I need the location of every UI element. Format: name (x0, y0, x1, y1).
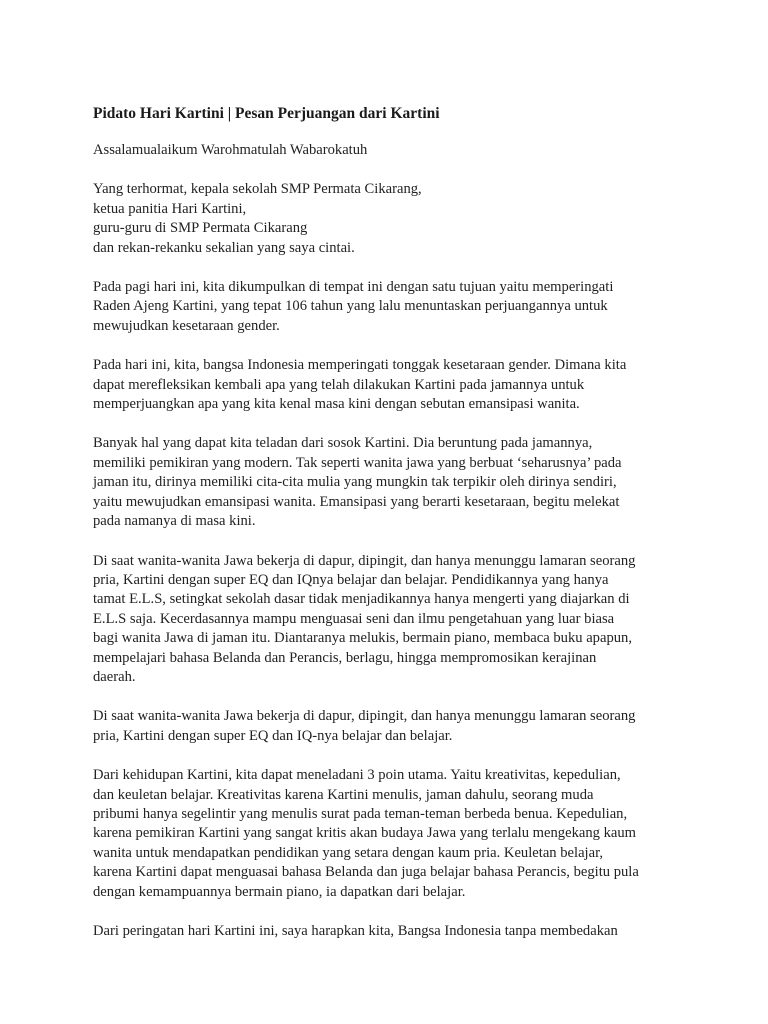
text-line: Raden Ajeng Kartini, yang tepat 106 tahun yang lalu menuntaskan perjuangannya untuk (93, 298, 608, 315)
text-line: Assalamualaikum Warohmatulah Wabarokatuh (93, 142, 368, 158)
text-line: pada namanya di masa kini. (93, 513, 256, 530)
document-body (93, 104, 693, 961)
paragraph-body (93, 434, 693, 531)
text-line: Di saat wanita-wanita Jawa bekerja di dapur, dipingit, dan hanya menunggu lamaran seorang (93, 552, 636, 569)
text-line: memiliki pemikiran yang modern. Tak seperti wanita jawa yang berbuat ‘seharusnya’ pada (93, 454, 622, 471)
text-line: jaman itu, dirinya memiliki cita-cita mulia yang mungkin tak terpikir oleh dirinya sendiri, (93, 474, 617, 491)
paragraph-body (93, 552, 693, 688)
text-line: dapat merefleksikan kembali apa yang telah dilakukan Kartini pada jamannya untuk (93, 376, 585, 393)
text-line: Di saat wanita-wanita Jawa bekerja di dapur, dipingit, dan hanya menunggu lamaran seorang (93, 708, 636, 725)
text-line: pria, Kartini dengan super EQ dan IQnya belajar dan belajar. Pendidikannya yang hanya (93, 571, 609, 588)
text-line: pribumi hanya segelintir yang menulis surat pada teman-teman berbeda benua. Kepedulian, (93, 805, 628, 822)
paragraph-body (93, 707, 693, 746)
text-line: dan rekan-rekanku sekalian yang saya cintai. (93, 239, 355, 256)
text-line: yaitu mewujudkan emansipasi wanita. Emansipasi yang berarti kesetaraan, begitu melekat (93, 493, 620, 510)
text-line: karena pemikiran Kartini yang sangat kritis akan budaya Jawa yang terlalu mengekang kaum (93, 825, 637, 842)
text-line: mewujudkan kesetaraan gender. (93, 317, 280, 334)
text-line: mempelajari bahasa Belanda dan Perancis, berlagu, hingga mempromosikan kerajinan (93, 649, 597, 666)
text-line: tamat E.L.S, setingkat sekolah dasar tidak menjadikannya hanya mengerti yang diajarkan di (93, 591, 630, 608)
paragraph-salutation (93, 180, 693, 258)
text-line: dengan kemampuannya bermain piano, ia dapatkan dari belajar. (93, 883, 466, 900)
text-line: bagi wanita Jawa di jaman itu. Diantaranya melukis, bermain piano, membaca buku apapun, (93, 630, 632, 647)
text-line: ketua panitia Hari Kartini, (93, 200, 247, 217)
text-line: dan keuletan belajar. Kreativitas karena Kartini menulis, jaman dahulu, seorang muda (93, 786, 594, 803)
paragraph-body (93, 766, 693, 902)
document-title: Pidato Hari Kartini | Pesan Perjuangan dari Kartini (93, 105, 440, 122)
paragraph-greeting (93, 141, 693, 160)
text-line: Pada hari ini, kita, bangsa Indonesia memperingati tonggak kesetaraan gender. Dimana kita (93, 357, 627, 374)
text-line: wanita untuk mendapatkan pendidikan yang setara dengan kaum pria. Keuletan belajar, (93, 844, 604, 861)
text-line: E.L.S saja. Kecerdasannya mampu menguasai seni dan ilmu pengetahuan yang luar biasa (93, 610, 615, 627)
text-line: daerah. (93, 668, 136, 685)
paragraph-body (93, 278, 693, 336)
text-line: Yang terhormat, kepala sekolah SMP Permata Cikarang, (93, 181, 422, 198)
text-line: Pada pagi hari ini, kita dikumpulkan di tempat ini dengan satu tujuan yaitu memperingati (93, 279, 614, 296)
text-line: Banyak hal yang dapat kita teladan dari sosok Kartini. Dia beruntung pada jamannya, (93, 435, 593, 452)
text-line: pria, Kartini dengan super EQ dan IQ-nya belajar dan belajar. (93, 727, 453, 744)
text-line: Dari peringatan hari Kartini ini, saya harapkan kita, Bangsa Indonesia tanpa membedakan (93, 923, 618, 939)
text-line: karena Kartini dapat menguasai bahasa Belanda dan juga belajar bahasa Perancis, begitu pula (93, 864, 639, 881)
text-line: Dari kehidupan Kartini, kita dapat meneladani 3 poin utama. Yaitu kreativitas, kepedulian, (93, 767, 621, 784)
paragraph-body (93, 922, 693, 941)
paragraph-body (93, 356, 693, 414)
text-line: memperjuangkan apa yang kita kenal masa kini dengan sebutan emansipasi wanita. (93, 396, 580, 413)
text-line: guru-guru di SMP Permata Cikarang (93, 220, 308, 237)
